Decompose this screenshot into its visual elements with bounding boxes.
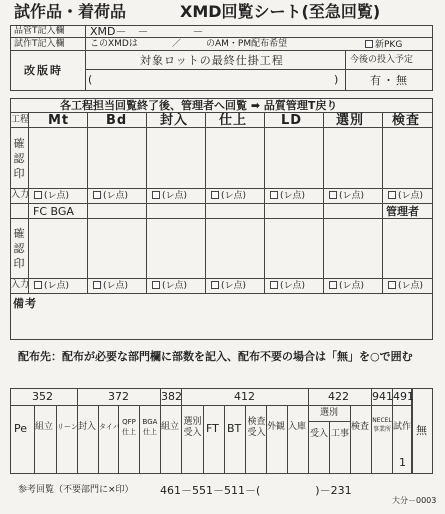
checkbox-icon <box>34 281 42 289</box>
checkbox-icon <box>211 281 219 289</box>
reten-label: (レ点) <box>280 191 306 201</box>
col-header-senbetsu: 選別 <box>336 113 365 128</box>
divider <box>10 50 433 51</box>
reten-checkbox[interactable] <box>329 191 364 201</box>
divider <box>329 421 330 474</box>
divider <box>345 50 346 91</box>
checkbox-icon <box>329 281 337 289</box>
phone-number: 461－551－511－( )－231 <box>160 484 352 497</box>
koutei-label: 工程 <box>11 115 30 125</box>
dist-col-pe: Pe <box>14 422 28 435</box>
reten-checkbox[interactable] <box>152 191 187 201</box>
divider <box>10 278 433 279</box>
lot-title: 対象ロットの最終仕掛工程 <box>140 54 284 67</box>
reten-checkbox[interactable] <box>211 191 246 201</box>
group-372: 372 <box>108 390 129 403</box>
dist-col-bt: BT <box>227 422 242 435</box>
group-941: 941 <box>372 390 393 403</box>
dist-col-gaikan: 外観 <box>267 422 286 432</box>
title-right: XMD回覧シート(至急回覧) <box>180 2 381 21</box>
fc-bga-label: FC BGA <box>33 205 74 218</box>
divider <box>308 388 309 474</box>
dist-col-ukeire: 受入 <box>310 429 329 439</box>
am-pm-text: のAM・PM配布希望 <box>206 39 288 49</box>
lot-paren-open: ( <box>88 73 93 86</box>
reten-label: (レ点) <box>339 281 365 291</box>
divider <box>205 112 206 293</box>
process-table <box>10 98 433 340</box>
checkbox-icon <box>270 281 278 289</box>
reten-label: (レ点) <box>398 191 424 201</box>
reten-label: (レ点) <box>103 281 129 291</box>
group-412: 412 <box>234 390 255 403</box>
sanko-label: 参考回覧（不要部門に×印） <box>18 485 134 495</box>
checkbox-icon <box>329 191 337 199</box>
reten-label: (レ点) <box>280 281 306 291</box>
divider <box>10 37 433 38</box>
reten-label: (レ点) <box>398 281 424 291</box>
checkbox-icon <box>152 191 160 199</box>
reten-checkbox[interactable] <box>93 281 128 291</box>
xmd-number-field[interactable]: XMD－ － － <box>90 25 204 38</box>
divider <box>10 218 433 219</box>
divider <box>34 405 35 474</box>
dist-col-necel: NECEL事業所 <box>372 417 392 433</box>
reten-checkbox[interactable] <box>152 281 187 291</box>
dist-col-kumitate-2: 組立 <box>161 422 180 432</box>
divider <box>56 405 57 474</box>
col-header-ld: LD <box>281 113 303 128</box>
divider <box>10 203 433 204</box>
col-header-bd: Bd <box>106 113 128 128</box>
future-value[interactable]: 有・無 <box>370 74 409 87</box>
divider <box>139 405 140 474</box>
dist-col-qfp: QFP仕上 <box>122 418 136 436</box>
reten-label: (レ点) <box>339 191 365 201</box>
group-422: 422 <box>328 390 349 403</box>
divider <box>98 405 99 474</box>
checkbox-icon <box>211 191 219 199</box>
reten-label: (レ点) <box>44 281 70 291</box>
lot-paren-close: ) <box>334 73 339 86</box>
distribution-note: 配布先：配布が必要な部門欄に部数を記入、配布不要の場合は「無」を○で囲む <box>18 350 413 363</box>
reten-checkbox[interactable] <box>388 281 423 291</box>
divider <box>350 405 351 474</box>
new-pkg-label: 新PKG <box>375 40 403 50</box>
checkbox-icon <box>152 281 160 289</box>
dist-col-kensa: 検査 <box>351 422 370 432</box>
divider <box>87 112 88 293</box>
reten-checkbox[interactable] <box>329 281 364 291</box>
reten-label: (レ点) <box>221 281 247 291</box>
nyuryoku-label-1: 入力 <box>11 190 30 200</box>
dist-col-senbetsu-ukeire: 選別受入 <box>183 417 202 438</box>
process-banner: 各工程担当回覧終了後、管理者へ回覧 ➡ 品質管理T戻り <box>60 99 338 112</box>
kanrisha-label: 管理者 <box>386 205 419 218</box>
reten-label: (レ点) <box>103 191 129 201</box>
reten-checkbox[interactable] <box>270 281 305 291</box>
title-left: 試作品・着荷品 <box>14 2 127 21</box>
kakunin-label-2: 確認印 <box>13 227 25 270</box>
date-slash[interactable]: ／ <box>172 39 182 49</box>
new-pkg-checkbox[interactable] <box>365 40 402 50</box>
reten-checkbox[interactable] <box>34 191 69 201</box>
divider <box>118 405 119 474</box>
checkbox-icon <box>365 40 373 48</box>
divider <box>203 405 204 474</box>
xmd-distribution-text: このXMDは <box>90 39 138 49</box>
checkbox-icon <box>388 191 396 199</box>
reten-checkbox[interactable] <box>270 191 305 201</box>
hinkan-label: 品管T記入欄 <box>14 26 65 36</box>
col-header-fuunyu: 封入 <box>160 113 189 128</box>
divider <box>146 112 147 293</box>
lot-input-field[interactable] <box>96 71 332 89</box>
checkbox-icon <box>34 191 42 199</box>
reten-checkbox[interactable] <box>211 281 246 291</box>
divider <box>10 188 433 189</box>
reten-label: (レ点) <box>221 191 247 201</box>
group-352: 352 <box>32 390 53 403</box>
col-header-shiage: 仕上 <box>219 113 248 128</box>
reten-checkbox[interactable] <box>34 281 69 291</box>
dist-col-fuunyu: 封入 <box>78 422 97 432</box>
checkbox-icon <box>388 281 396 289</box>
dist-col-kouji: 工事 <box>331 429 350 439</box>
reten-label: (レ点) <box>162 281 188 291</box>
divider <box>85 69 433 70</box>
form-number: 大分－0003 <box>392 496 437 505</box>
col-header-mt: Mt <box>48 113 70 128</box>
checkbox-icon <box>93 281 101 289</box>
divider <box>10 405 412 406</box>
divider <box>85 25 86 91</box>
divider <box>264 112 265 293</box>
dist-col-kensa-ukeire: 検査受入 <box>247 417 266 438</box>
reten-checkbox[interactable] <box>388 191 423 201</box>
dist-col-leen: リーン <box>57 423 78 431</box>
dist-col-bga: BGA仕上 <box>142 418 158 436</box>
future-title: 今後の投入予定 <box>350 55 414 65</box>
dist-col-ft: FT <box>206 422 219 435</box>
nyuryoku-label-2: 入力 <box>11 280 30 290</box>
divider <box>245 405 246 474</box>
reten-label: (レ点) <box>44 191 70 201</box>
dist-col-kumitate: 組立 <box>35 422 54 432</box>
dist-col-senbetsu: 選別 <box>320 408 339 418</box>
dist-col-taiba: タイバ <box>99 423 120 431</box>
group-491: 491 <box>393 390 414 403</box>
divider <box>28 112 29 293</box>
group-382: 382 <box>161 390 182 403</box>
divider <box>287 405 288 474</box>
col-header-kensa: 検査 <box>392 113 421 128</box>
dist-col-nyuuko: 入庫 <box>288 422 307 432</box>
divider <box>323 112 324 293</box>
divider <box>382 112 383 293</box>
divider <box>10 293 433 294</box>
checkbox-icon <box>270 191 278 199</box>
kakunin-label-1: 確認印 <box>13 137 25 180</box>
bikou-field[interactable] <box>12 312 431 338</box>
reten-checkbox[interactable] <box>93 191 128 201</box>
divider <box>224 405 225 474</box>
nashi-label: 無 <box>416 424 427 437</box>
reten-label: (レ点) <box>162 191 188 201</box>
dist-col-shisaku: 試作 <box>393 422 412 432</box>
kaihan-label: 改版時 <box>24 64 63 77</box>
checkbox-icon <box>93 191 101 199</box>
bikou-label: 備考 <box>13 297 37 310</box>
shisaku-label: 試作T記入欄 <box>14 39 65 49</box>
divider <box>266 405 267 474</box>
shisaku-count[interactable]: 1 <box>399 456 406 469</box>
